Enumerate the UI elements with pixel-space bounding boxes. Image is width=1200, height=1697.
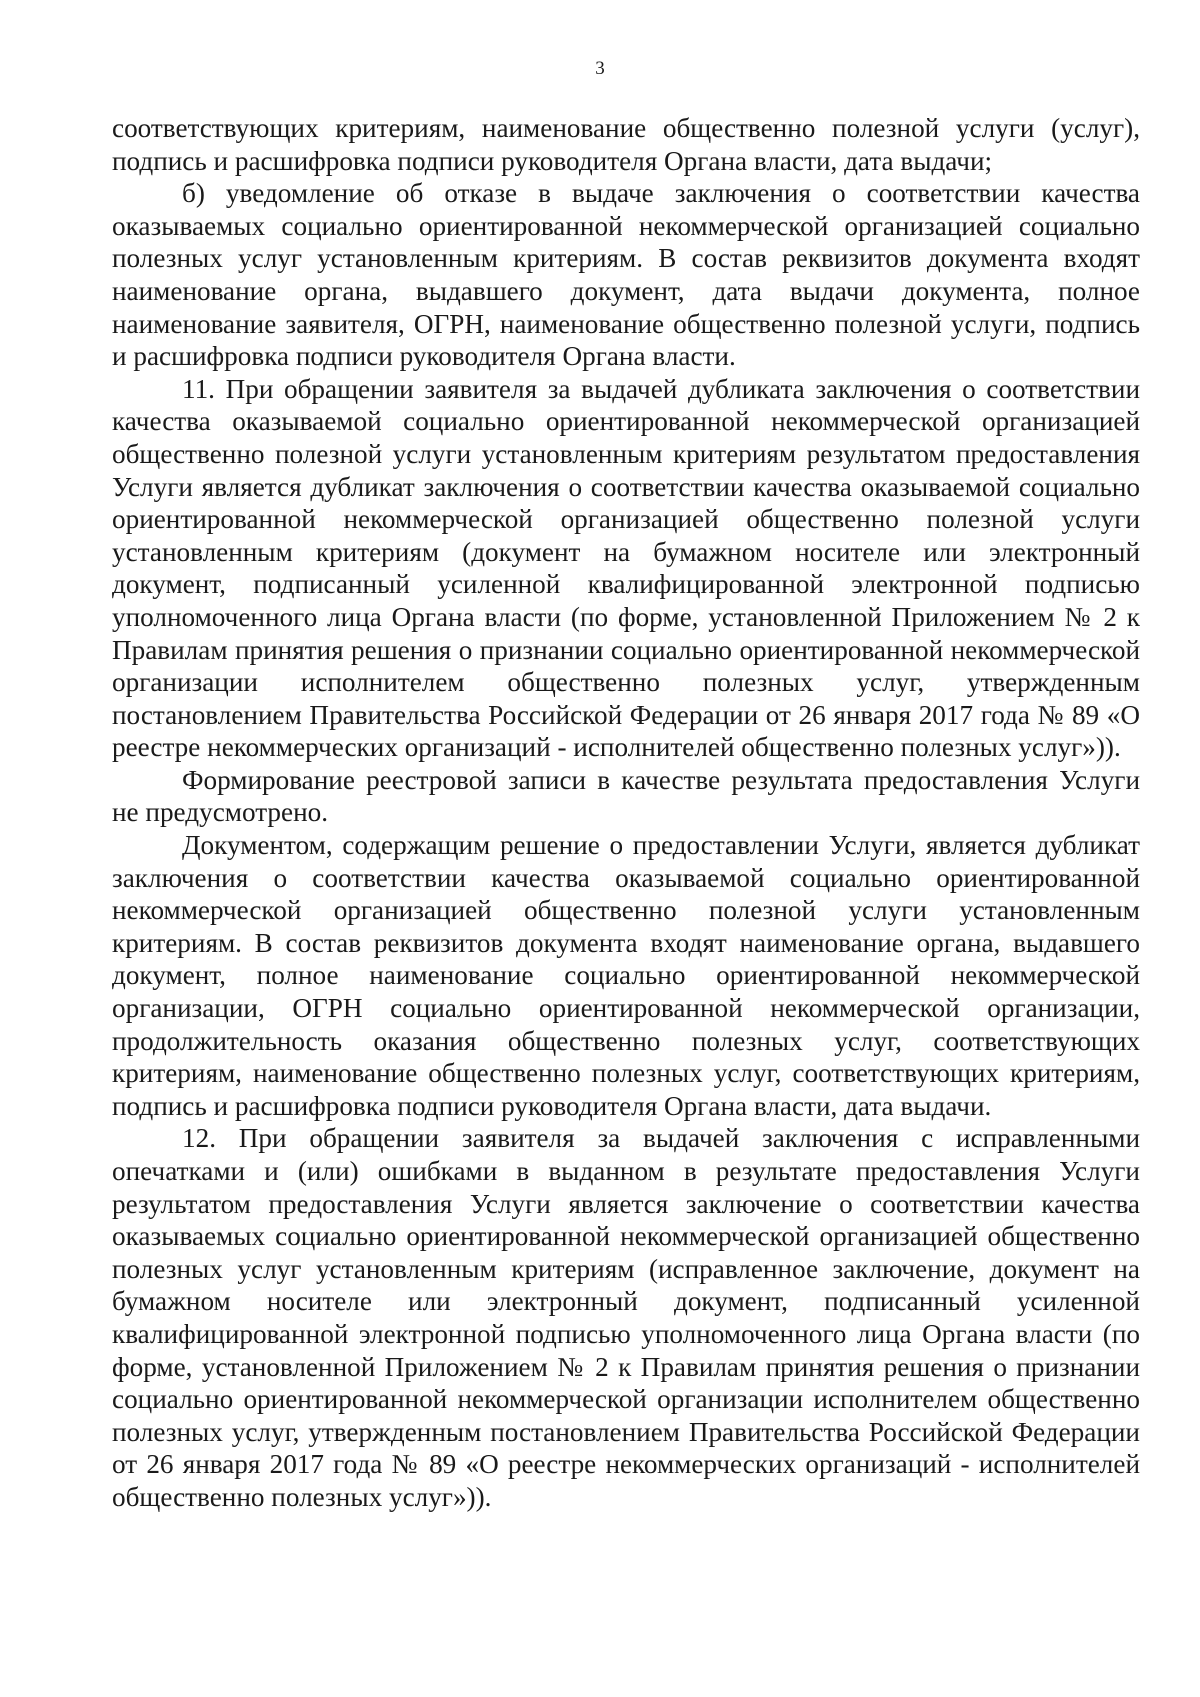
paragraph-item-12: 12. При обращении заявителя за выдачей заключения с исправленными опечатками и (или) ошибками в выданном в результате предоставления Услуги результатом предоставления Услуги является заключение о соответствии качества оказываемых социально ориентированной некоммерческой организацией общественно полезных услуг установленным критериям (исправленное заключение, документ на бумажном носителе или электронный документ, подписанный усиленной квалифицированной электронной подписью уполномоченного лица Органа власти (по форме, установленной Приложением № 2 к Правилам принятия решения о признании социально ориентированной некоммерческой организации исполнителем общественно полезных услуг, утвержденным постановлением Правительства Российской Федерации от 26 января 2017 года № 89 «О реестре некоммерческих организаций - исполнителей общественно полезных услуг»)). <box>112 1123 1140 1512</box>
paragraph-decision-document: Документом, содержащим решение о предоставлении Услуги, является дубликат заключения о соответствии качества оказываемой социально ориентированной некоммерческой организацией общественно полезной услуги установленным критериям. В состав реквизитов документа входят наименование органа, выдавшего документ, полное наименование социально ориентированной некоммерческой организации, ОГРН социально ориентированной некоммерческой организации, продолжительность оказания общественно полезных услуг, соответствующих критериям, наименование общественно полезных услуг, соответствующих критериям, подпись и расшифровка подписи руководителя Органа власти, дата выдачи. <box>112 830 1140 1121</box>
paragraph-continuation: соответствующих критериям, наименование общественно полезной услуги (услуг), подпись и расшифровка подписи руководителя Органа власти, дата выдачи; <box>112 113 1140 176</box>
paragraph-item-11: 11. При обращении заявителя за выдачей дубликата заключения о соответствии качества оказываемой социально ориентированной некоммерческой организацией общественно полезной услуги установленным критериям результатом предоставления Услуги является дубликат заключения о соответствии качества оказываемой социально ориентированной некоммерческой организацией общественно полезной услуги установленным критериям (документ на бумажном носителе или электронный документ, подписанный усиленной квалифицированной электронной подписью уполномоченного лица Органа власти (по форме, установленной Приложением № 2 к Правилам принятия решения о признании социально ориентированной некоммерческой организации исполнителем общественно полезных услуг, утвержденным постановлением Правительства Российской Федерации от 26 января 2017 года № 89 «О реестре некоммерческих организаций - исполнителей общественно полезных услуг»)). <box>112 373 1140 763</box>
paragraph-refusal-notice: б) уведомление об отказе в выдаче заключения о соответствии качества оказываемых социально ориентированной некоммерческой организацией социально полезных услуг установленным критериям. В состав реквизитов документа входят наименование органа, выдавшего документ, дата выдачи документа, полное наименование заявителя, ОГРН, наименование общественно полезной услуги, подпись и расшифровка подписи руководителя Органа власти. <box>112 178 1140 372</box>
paragraph-registry-record: Формирование реестровой записи в качестве результата предоставления Услуги не предусмотрено. <box>112 764 1140 828</box>
page-number: 3 <box>595 58 605 79</box>
document-body <box>112 112 1140 1514</box>
